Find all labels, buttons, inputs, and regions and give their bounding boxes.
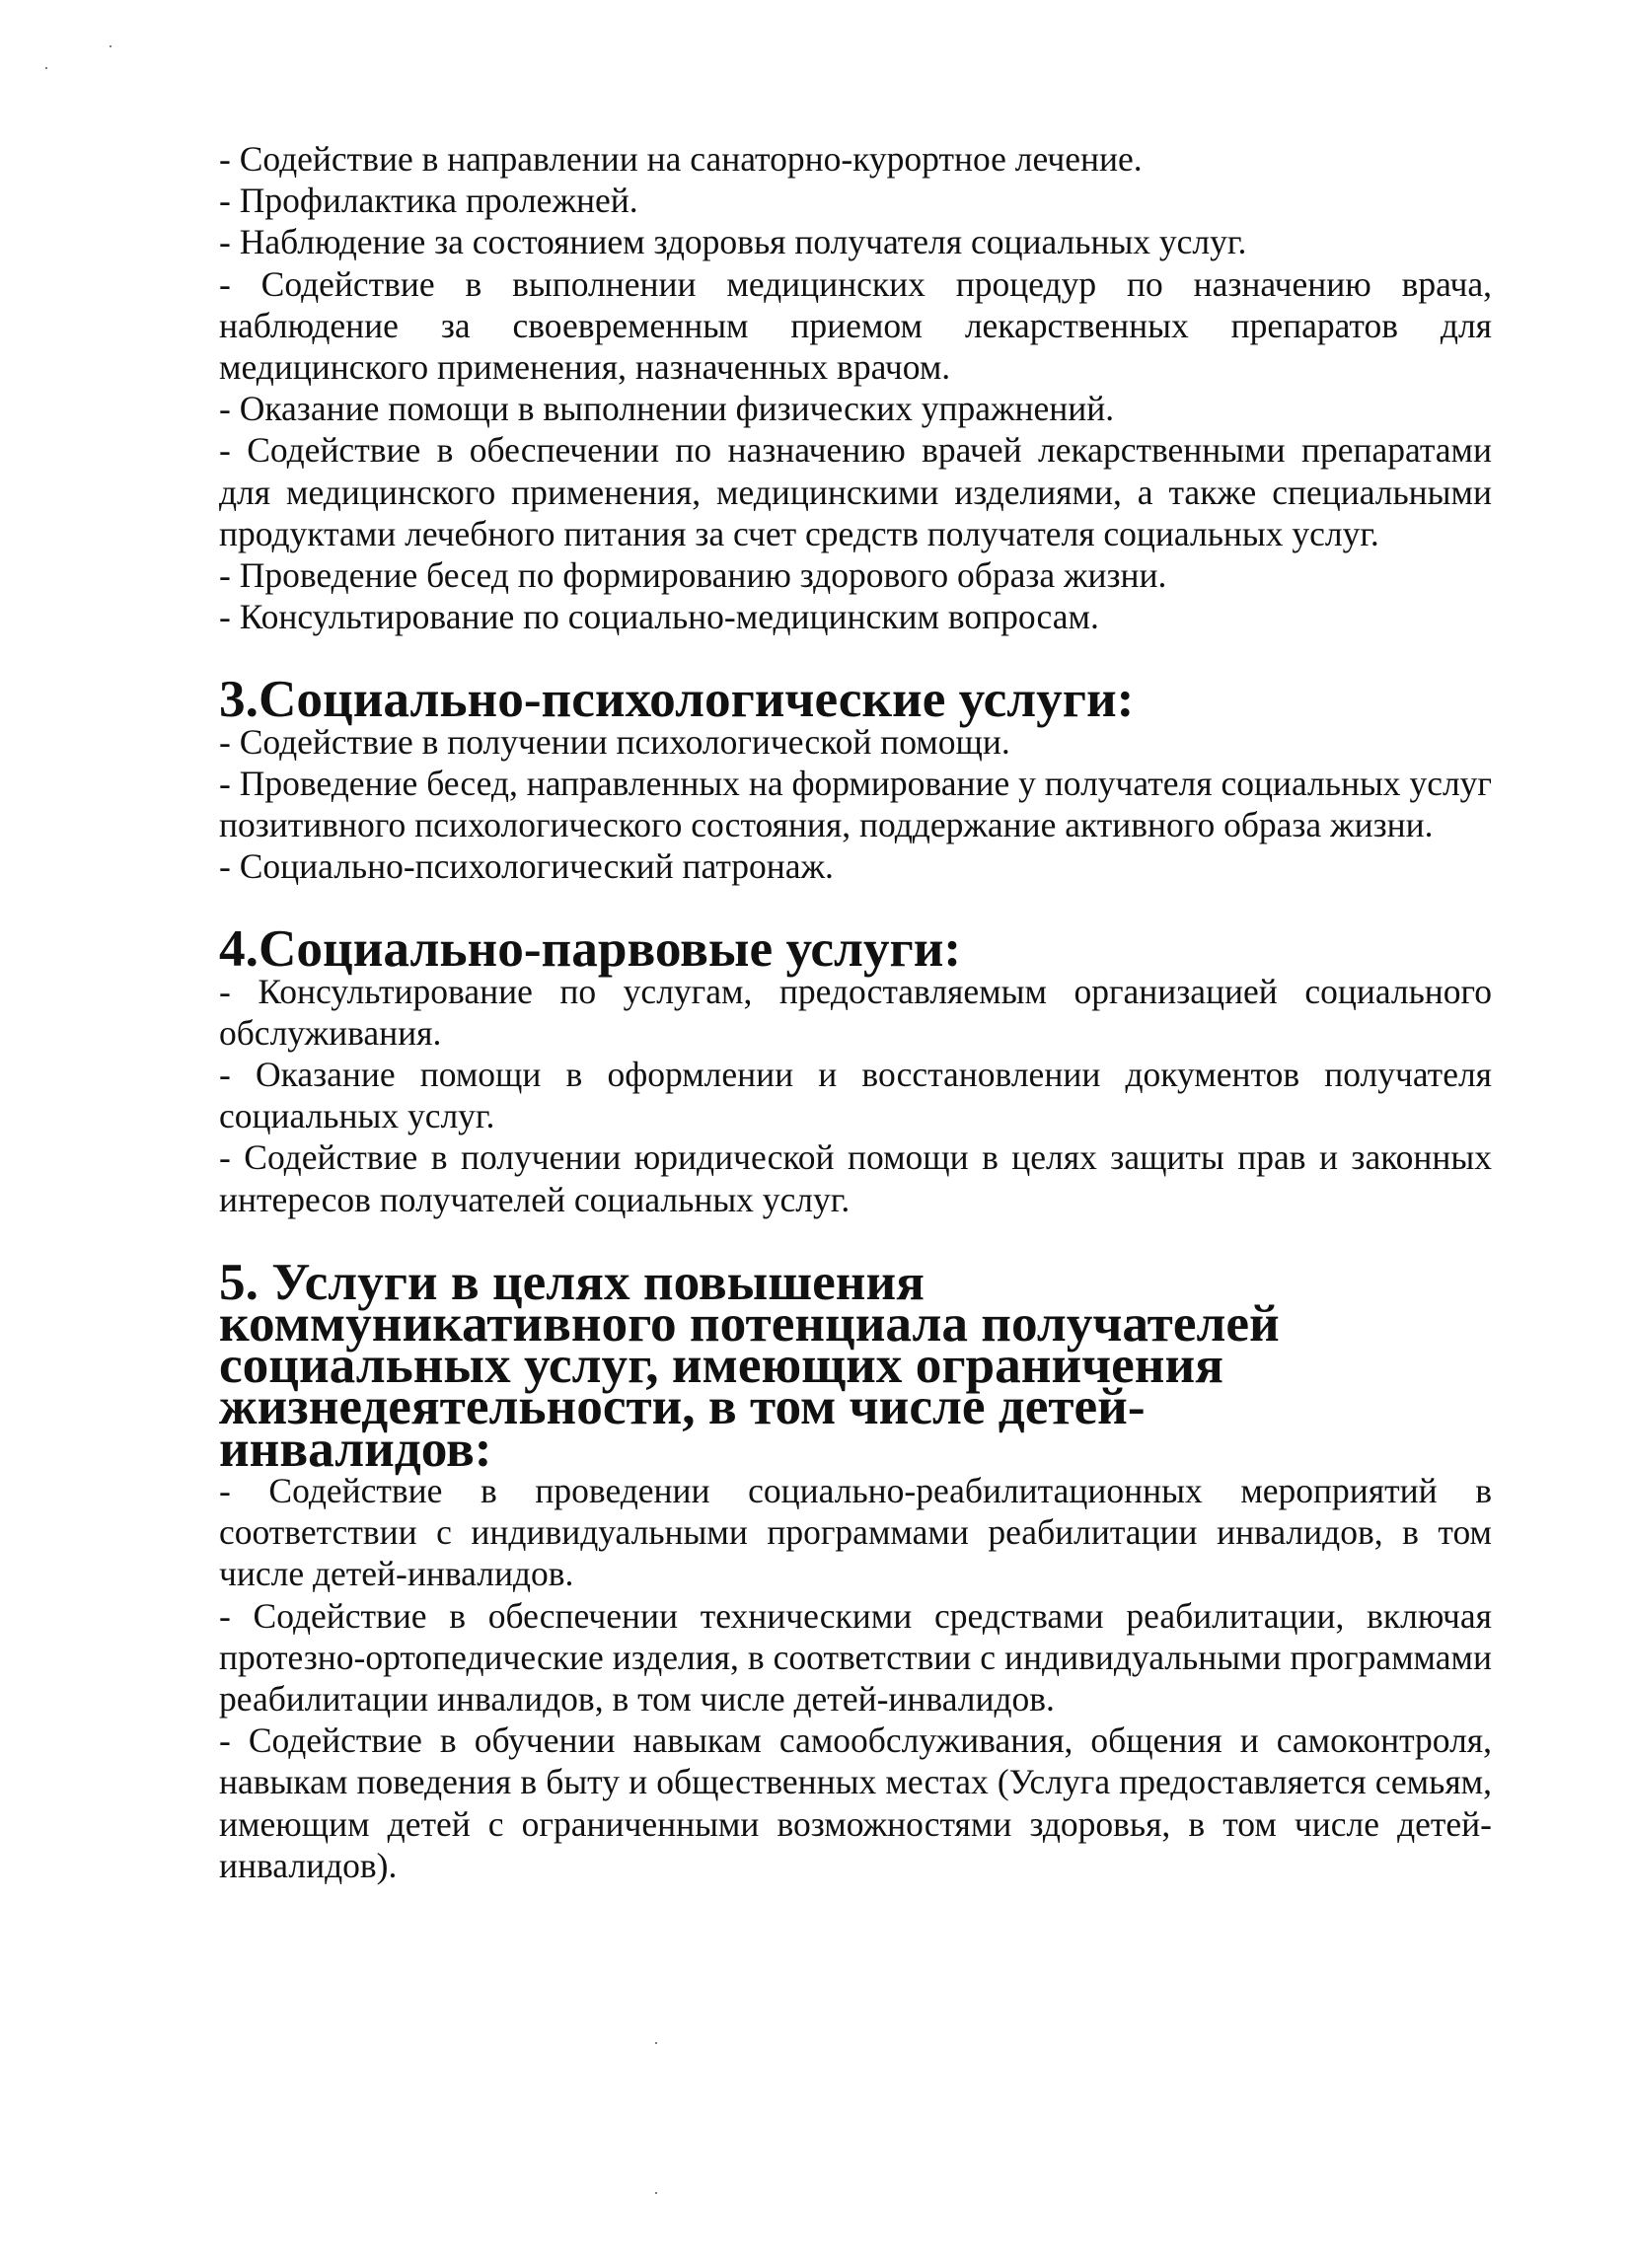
- list-item: - Содействие в получении психологической помощи.: [219, 721, 1010, 762]
- psychological-services-list: [219, 721, 1492, 888]
- intro-list: [219, 138, 1492, 637]
- communicative-services-list: [219, 1470, 1492, 1886]
- list-item: - Профилактика пролежней.: [219, 181, 638, 221]
- document-page: [219, 138, 1492, 1886]
- legal-services-list: [219, 971, 1492, 1220]
- list-item: - Проведение бесед, направленных на формирование у получателя социальных услуг позитивного психологического состояния, поддержание активного образа жизни.: [219, 763, 1492, 845]
- scan-speck: [655, 2042, 657, 2044]
- section-heading-communicative: 5. Услуги в целях повышения коммуникативного потенциала получателей социальных услуг, имеющих ограничения жизнедеятельности, в том числе детей-инвалидов:: [219, 1252, 1280, 1478]
- section-heading-psychological: 3.Социально-психологические услуги:: [219, 670, 1135, 729]
- list-item: - Наблюдение за состоянием здоровья получателя социальных услуг.: [219, 222, 1247, 262]
- list-item: - Оказание помощи в выполнении физических упражнений.: [219, 389, 1115, 429]
- list-item: - Проведение бесед по формированию здорового образа жизни.: [219, 555, 1167, 596]
- list-item: - Содействие в направлении на санаторно-курортное лечение.: [219, 139, 1143, 179]
- list-item: - Содействие в обучении навыкам самообслуживания, общения и самоконтроля, навыкам поведения в быту и общественных местах (Услуга предоставляется семьям, имеющим детей с ограниченными возможностями здоровья, в том числе детей-инвалидов).: [219, 1720, 1492, 1885]
- scan-speck: [45, 67, 47, 69]
- list-item: - Содействие в получении юридической помощи в целях защиты прав и законных интересов получателей социальных услуг.: [219, 1137, 1492, 1219]
- scan-speck: [655, 2192, 657, 2194]
- list-item: - Консультирование по услугам, предоставляемым организацией социального обслуживания.: [219, 971, 1492, 1053]
- list-item: - Консультирование по социально-медицинским вопросам.: [219, 597, 1099, 637]
- list-item: - Содействие в обеспечении техническими средствами реабилитации, включая протезно-ортопедические изделия, в соответствии с индивидуальными программами реабилитации инвалидов, в том числе детей-инвалидов.: [219, 1595, 1492, 1719]
- scan-speck: [110, 45, 111, 47]
- list-item: - Содействие в обеспечении по назначению врачей лекарственными препаратами для медицинского применения, медицинскими изделиями, а также специальными продуктами лечебного питания за счет средств получателя социальных услуг.: [219, 430, 1492, 553]
- list-item: - Содействие в выполнении медицинских процедур по назначению врача, наблюдение за своевременным приемом лекарственных препаратов для медицинского применения, назначенных врачом.: [219, 263, 1492, 388]
- list-item: - Социально-психологический патронаж.: [219, 846, 834, 887]
- section-heading-legal: 4.Социально-парвовые услуги:: [219, 919, 962, 979]
- list-item: - Содействие в проведении социально-реабилитационных мероприятий в соответствии с индивидуальными программами реабилитации инвалидов, в том числе детей-инвалидов.: [219, 1470, 1492, 1594]
- list-item: - Оказание помощи в оформлении и восстановлении документов получателя социальных услуг.: [219, 1055, 1492, 1136]
